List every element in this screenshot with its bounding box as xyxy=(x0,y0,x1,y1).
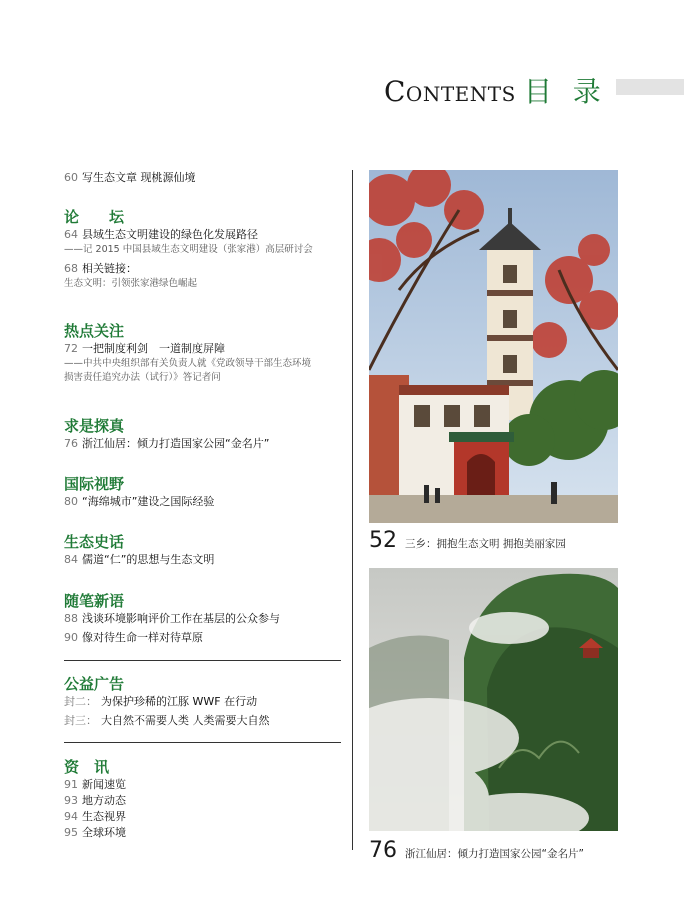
entry-title: 一把制度利剑 一道制度屏障 xyxy=(82,342,225,355)
toc-entry[interactable] xyxy=(64,777,341,793)
section-heading: 随笔新语 xyxy=(64,592,125,610)
section-heading: 论 坛 xyxy=(64,208,125,226)
entry-page: 88 xyxy=(64,612,78,625)
entry-title: 浅谈环境影响评价工作在基层的公众参与 xyxy=(82,612,280,625)
entry-title: 大自然不需要人类 人类需要大自然 xyxy=(101,714,270,727)
entry-title: 地方动态 xyxy=(82,794,126,807)
toc-section-suibi xyxy=(64,591,341,646)
entry-page: 94 xyxy=(64,810,78,823)
photo-caption-76[interactable] xyxy=(369,838,584,863)
entry-page: 93 xyxy=(64,794,78,807)
entry-subtitle-2: 损害责任追究办法（试行）》答记者问 xyxy=(64,372,221,383)
toc-entry[interactable] xyxy=(64,341,341,357)
toc-entry[interactable] xyxy=(64,552,341,568)
entry-page: 64 xyxy=(64,228,78,241)
entry-title: 新闻速览 xyxy=(82,778,126,791)
mountain-scene-image xyxy=(369,568,618,831)
toc-entry[interactable] xyxy=(64,436,341,452)
toc-entry[interactable] xyxy=(64,694,341,710)
entry-page: 90 xyxy=(64,631,78,644)
toc-section-luntan xyxy=(64,207,341,291)
entry-title: 浙江仙居：倾力打造国家公园“金名片” xyxy=(82,437,270,450)
toc-section-qiushi xyxy=(64,416,341,452)
contents-title-cn: 目 录 xyxy=(523,75,607,108)
entry-page: 封三： xyxy=(64,714,97,727)
divider xyxy=(64,660,341,661)
caption-text: 三乡：拥抱生态文明 拥抱美丽家园 xyxy=(405,538,566,550)
section-heading: 热点关注 xyxy=(64,322,125,340)
entry-title: 为保护珍稀的江豚 WWF 在行动 xyxy=(101,695,258,708)
toc-entry[interactable] xyxy=(64,227,341,243)
entry-title: 生态视界 xyxy=(82,810,126,823)
entry-title: 儒道“仁”的思想与生态文明 xyxy=(82,553,215,566)
toc-entry[interactable] xyxy=(64,494,341,510)
entry-page: 68 xyxy=(64,262,78,275)
entry-page: 封二： xyxy=(64,695,97,708)
entry-subtitle: ——记 2015 中国县域生态文明建设（张家港）高层研讨会 xyxy=(64,244,313,255)
entry-title: 相关链接： xyxy=(82,262,137,275)
toc-section-redian xyxy=(64,321,341,385)
entry-subtitle: 生态文明：引领张家港绿色崛起 xyxy=(64,278,198,289)
divider xyxy=(64,742,341,743)
section-heading: 生态史话 xyxy=(64,533,125,551)
entry-subtitle: ——中共中央组织部有关负责人就《党政领导干部生态环境 xyxy=(64,358,312,369)
entry-page: 72 xyxy=(64,342,78,355)
entry-title: 全球环境 xyxy=(82,826,126,839)
toc-entry[interactable] xyxy=(64,713,341,729)
header-decor-bar xyxy=(616,79,684,95)
entry-title: 像对待生命一样对待草原 xyxy=(82,631,203,644)
toc-entry[interactable] xyxy=(64,825,341,841)
entry-page: 80 xyxy=(64,495,78,508)
section-heading: 公益广告 xyxy=(64,675,125,693)
section-heading: 国际视野 xyxy=(64,475,125,493)
toc-section-shihua xyxy=(64,532,341,568)
toc-entry[interactable] xyxy=(64,611,341,627)
entry-title: 写生态文章 现桃源仙境 xyxy=(82,171,196,184)
entry-page: 76 xyxy=(64,437,78,450)
entry-page: 84 xyxy=(64,553,78,566)
column-divider xyxy=(352,170,353,850)
entry-page: 91 xyxy=(64,778,78,791)
contents-title-en: Contents xyxy=(384,75,516,108)
toc-section-guoji xyxy=(64,474,341,510)
entry-page: 60 xyxy=(64,171,78,184)
section-heading: 求是探真 xyxy=(64,417,125,435)
toc-entry[interactable] xyxy=(64,261,341,277)
toc-section-zixun xyxy=(64,757,341,841)
pagoda-scene-image xyxy=(369,170,618,523)
toc-entry[interactable] xyxy=(64,793,341,809)
caption-text: 浙江仙居：倾力打造国家公园“金名片” xyxy=(405,848,584,860)
toc-entry[interactable] xyxy=(64,630,341,646)
caption-page: 52 xyxy=(369,528,397,553)
caption-page: 76 xyxy=(369,838,397,863)
photo-pagoda[interactable] xyxy=(369,170,618,523)
toc-entry-60[interactable] xyxy=(64,170,341,186)
contents-header xyxy=(384,70,607,110)
section-heading: 资 讯 xyxy=(64,758,110,776)
photo-caption-52[interactable] xyxy=(369,528,566,553)
entry-title: 县域生态文明建设的绿色化发展路径 xyxy=(82,228,258,241)
entry-title: “海绵城市”建设之国际经验 xyxy=(82,495,215,508)
entry-page: 95 xyxy=(64,826,78,839)
toc-section-gongyi xyxy=(64,674,341,729)
toc-entry[interactable] xyxy=(64,809,341,825)
photo-mountain[interactable] xyxy=(369,568,618,831)
